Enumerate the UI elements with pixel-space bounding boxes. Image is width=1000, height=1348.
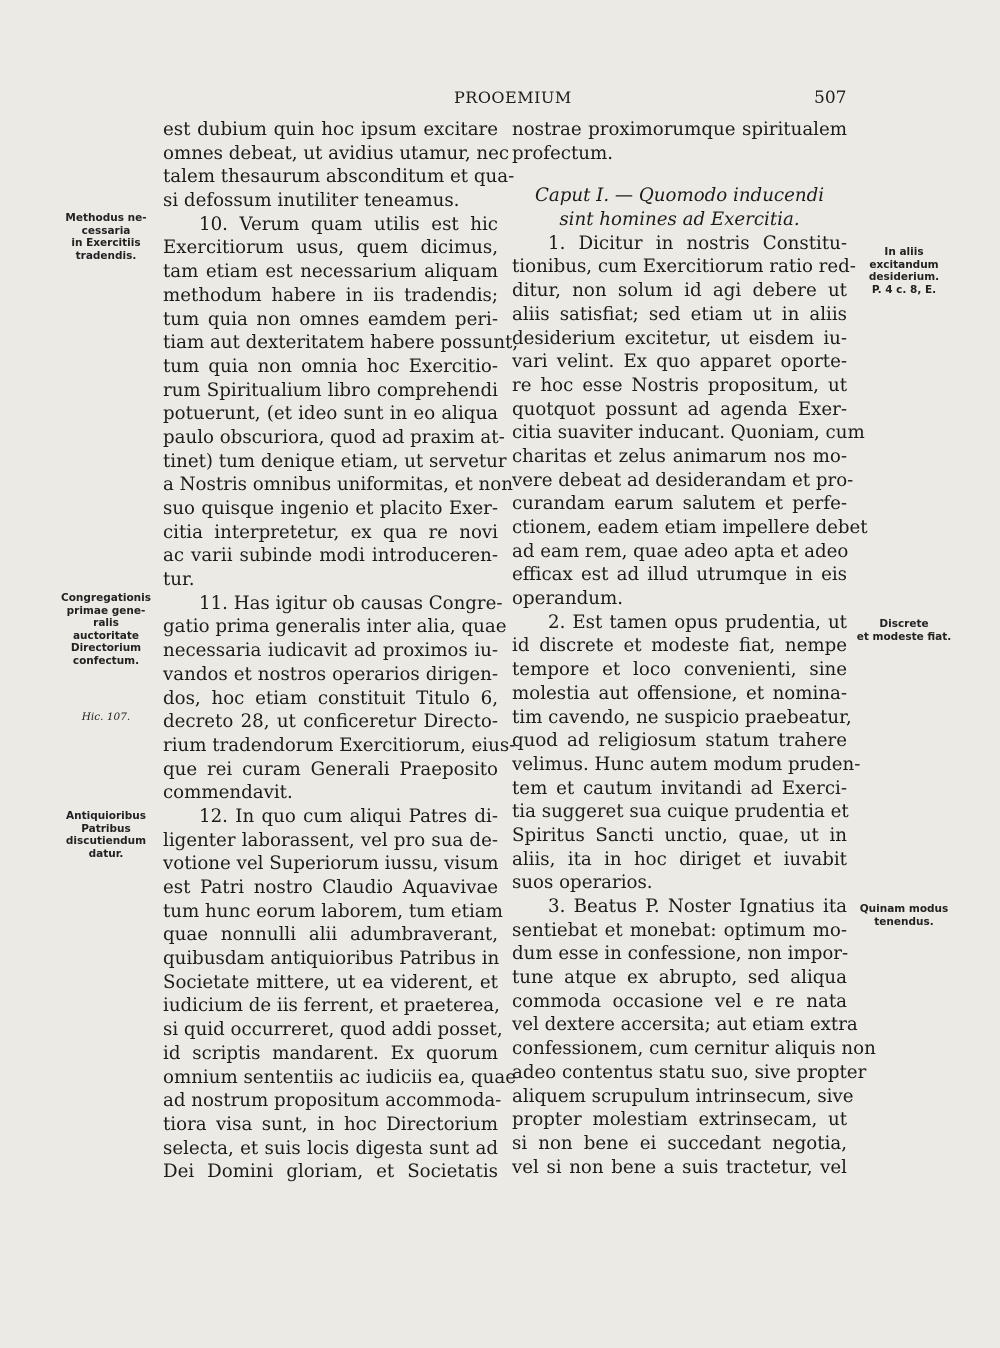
text-line: profectum. bbox=[512, 142, 614, 164]
margin-note-line: Congregationis bbox=[61, 592, 151, 604]
text-line: tiora visa sunt, in hoc Directorium bbox=[163, 1113, 498, 1135]
text-line: commoda occasione vel e re nata bbox=[512, 990, 847, 1012]
text-line: est dubium quin hoc ipsum excitare bbox=[163, 119, 498, 140]
text-line: methodum habere in iis tradendis; bbox=[163, 284, 498, 306]
page-number: 507 bbox=[814, 88, 847, 108]
left-text-column bbox=[163, 118, 519, 1184]
margin-note-methodus bbox=[54, 212, 158, 262]
text-line: tempore et loco convenienti, sine bbox=[512, 659, 847, 681]
text-line: desiderium excitetur, ut eisdem iu- bbox=[512, 327, 847, 349]
margin-note-line: auctoritate bbox=[72, 629, 140, 642]
margin-note-line: in Exercitiis bbox=[71, 237, 141, 249]
text-line: dos, hoc etiam constituit Titulo 6, bbox=[163, 687, 498, 709]
text-line: ditur, non solum id agi debere ut bbox=[512, 280, 847, 302]
margin-note-line: Antiquioribus bbox=[65, 810, 147, 822]
caput-heading: Caput I. — Quomodo inducendi bbox=[534, 185, 825, 207]
text-line: commendavit. bbox=[163, 782, 293, 804]
text-line: sentiebat et monebat: optimum mo- bbox=[512, 919, 847, 941]
margin-note-line: In aliis bbox=[884, 246, 924, 258]
text-line: que rei curam Generali Praeposito bbox=[163, 758, 498, 780]
margin-note-line: ralis bbox=[93, 617, 119, 629]
text-line: tune atque ex abrupto, sed aliqua bbox=[512, 967, 847, 989]
right-text-column bbox=[512, 118, 876, 1179]
text-line: dum esse in confessione, non impor- bbox=[512, 943, 849, 965]
text-line: citia suaviter inducant. Quoniam, cum bbox=[512, 422, 865, 444]
text-line: vari velint. Ex quo apparet oporte- bbox=[512, 351, 847, 373]
margin-note-line: Hic. 107. bbox=[81, 711, 131, 723]
text-line: propter molestiam extrinsecam, ut bbox=[512, 1109, 847, 1131]
text-line: vel dextere accersita; aut etiam extra bbox=[512, 1014, 858, 1036]
text-line: id discrete et modeste fiat, nempe bbox=[512, 635, 847, 657]
margin-note-line: tenendus. bbox=[874, 915, 934, 928]
margin-note-antiquioribus bbox=[54, 810, 158, 860]
text-line: nostrae proximorumque spiritualem bbox=[512, 119, 847, 140]
text-line: si defossum inutiliter teneamus. bbox=[163, 190, 460, 212]
text-line: 3. Beatus P. Noster Ignatius ita bbox=[548, 896, 847, 917]
text-line: tum hunc eorum laborem, tum etiam bbox=[163, 900, 503, 922]
text-line: charitas et zelus animarum nos mo- bbox=[512, 445, 847, 467]
margin-note-line: Patribus bbox=[81, 822, 131, 835]
margin-note-line: confectum. bbox=[72, 654, 140, 667]
text-line: citia interpretetur, ex qua re novi bbox=[163, 521, 498, 543]
text-line: si quid occurreret, quod addi posset, bbox=[163, 1019, 503, 1041]
text-line: ac varii subinde modi introduceren- bbox=[163, 545, 498, 567]
text-line: quae nonnulli alii adumbraverant, bbox=[163, 924, 498, 946]
margin-note-line: cessaria bbox=[81, 224, 131, 237]
margin-note-line: et modeste fiat. bbox=[856, 630, 952, 643]
text-line: tur. bbox=[163, 569, 195, 591]
text-line: tia suggeret sua cuique prudentia et bbox=[512, 801, 849, 823]
text-line: suos operarios. bbox=[512, 872, 653, 894]
text-line: ctionem, eadem etiam impellere debet bbox=[512, 517, 868, 538]
text-line: quod ad religiosum statum trahere bbox=[512, 730, 847, 752]
text-line: Exercitiorum usus, quem dicimus, bbox=[163, 237, 498, 259]
caput-heading: sint homines ad Exercitia. bbox=[559, 209, 800, 231]
text-line: votione vel Superiorum iussu, visum bbox=[163, 853, 499, 875]
text-line: selecta, et suis locis digesta sunt ad bbox=[163, 1137, 498, 1159]
right-body bbox=[512, 232, 876, 1180]
text-line: potuerunt, (et ideo sunt in eo aliqua bbox=[163, 403, 498, 425]
margin-note-line: Directorium bbox=[70, 642, 142, 654]
text-line: adeo contentus statu suo, sive propter bbox=[512, 1061, 867, 1083]
text-line: efficax est ad illud utrumque in eis bbox=[512, 564, 847, 586]
text-line: talem thesaurum absconditum et qua- bbox=[163, 166, 515, 188]
text-line: id scriptis mandarent. Ex quorum bbox=[163, 1042, 498, 1064]
text-line: tum quia non omnia hoc Exercitio- bbox=[163, 355, 498, 377]
margin-note-line: discutiendum bbox=[65, 835, 147, 847]
text-line: paulo obscuriora, quod ad praxim at- bbox=[163, 426, 505, 448]
text-line: tam etiam est necessarium aliquam bbox=[163, 261, 498, 283]
margin-note-line: datur. bbox=[88, 847, 124, 860]
text-line: tiam aut dexteritatem habere possunt, bbox=[163, 332, 519, 354]
text-line: gatio prima generalis inter alia, quae bbox=[163, 616, 507, 638]
text-line: confessionem, cum cernitur aliquis non bbox=[512, 1038, 876, 1060]
margin-note-discrete bbox=[848, 618, 960, 643]
text-line: tim cavendo, ne suspicio praebeatur, bbox=[512, 706, 852, 728]
text-line: ligenter laborassent, vel pro sua de- bbox=[163, 829, 498, 851]
margin-note-line: Discrete bbox=[879, 618, 929, 630]
text-line: vel si non bene a suis tractetur, vel bbox=[512, 1156, 847, 1178]
text-line: omnium sententiis ac iudiciis ea, quae bbox=[163, 1066, 516, 1088]
text-line: omnes debeat, ut avidius utamur, nec bbox=[163, 142, 510, 164]
text-line: Dei Domini gloriam, et Societatis bbox=[163, 1161, 498, 1183]
running-title: PROOEMIUM bbox=[454, 88, 572, 107]
spacer bbox=[512, 165, 847, 184]
margin-note-congregationis bbox=[54, 592, 158, 667]
margin-note-line: Quinam modus bbox=[859, 903, 949, 915]
text-line: 1. Dicitur in nostris Constitu- bbox=[548, 232, 847, 254]
text-line: tionibus, cum Exercitiorum ratio red- bbox=[512, 256, 856, 278]
text-line: curandam earum salutem et perfe- bbox=[512, 493, 847, 515]
text-line: molestia aut offensione, et nomina- bbox=[512, 682, 847, 704]
margin-note-quinam bbox=[848, 903, 960, 928]
text-line: aliis, ita in hoc diriget et iuvabit bbox=[512, 848, 847, 870]
margin-note-in-aliis bbox=[848, 246, 960, 296]
text-line: est Patri nostro Claudio Aquavivae bbox=[163, 877, 498, 898]
margin-note-hic bbox=[54, 711, 158, 724]
margin-note-line: primae gene- bbox=[66, 604, 146, 617]
text-line: a Nostris omnibus uniformitas, et non bbox=[163, 474, 513, 496]
text-line: velimus. Hunc autem modum pruden- bbox=[512, 753, 861, 775]
text-line: aliquem scrupulum intrinsecum, sive bbox=[512, 1085, 854, 1107]
text-line: tem et cautum invitandi ad Exerci- bbox=[512, 777, 847, 799]
text-line: operandum. bbox=[512, 588, 623, 610]
text-line: si non bene ei succedant negotia, bbox=[512, 1132, 847, 1154]
text-line: tinet) tum denique etiam, ut servetur bbox=[163, 450, 507, 472]
text-line: Spiritus Sancti unctio, quae, ut in bbox=[512, 824, 847, 846]
text-line: 11. Has igitur ob causas Congre- bbox=[199, 592, 503, 614]
text-line: suo quisque ingenio et placito Exer- bbox=[163, 498, 498, 519]
text-line: quibusdam antiquioribus Patribus in bbox=[163, 948, 500, 970]
text-line: 2. Est tamen opus prudentia, ut bbox=[548, 611, 847, 633]
margin-note-line: tradendis. bbox=[75, 249, 137, 262]
text-line: decreto 28, ut conficeretur Directo- bbox=[163, 711, 498, 733]
text-line: rum Spiritualium libro comprehendi bbox=[163, 379, 498, 401]
margin-note-line: desiderium. bbox=[868, 271, 940, 283]
margin-note-line: excitandum bbox=[869, 258, 939, 271]
text-line: necessaria iudicavit ad proximos iu- bbox=[163, 640, 498, 662]
text-line: 10. Verum quam utilis est hic bbox=[199, 213, 498, 235]
text-line: re hoc esse Nostris propositum, ut bbox=[512, 374, 847, 396]
margin-note-line: P. 4 c. 8, E. bbox=[871, 283, 937, 296]
text-line: 12. In quo cum aliqui Patres di- bbox=[199, 805, 498, 827]
text-line: rium tradendorum Exercitiorum, eius- bbox=[163, 734, 516, 756]
text-line: quotquot possunt ad agenda Exer- bbox=[512, 398, 847, 420]
text-line: iudicium de iis ferrent, et praeterea, bbox=[163, 995, 500, 1017]
text-line: ad nostrum propositum accommoda- bbox=[163, 1090, 502, 1112]
text-line: tum quia non omnes eamdem peri- bbox=[163, 308, 498, 330]
margin-note-line: Methodus ne- bbox=[65, 212, 147, 224]
text-line: ad eam rem, quae adeo apta et adeo bbox=[512, 540, 849, 562]
text-line: vere debeat ad desiderandam et pro- bbox=[512, 469, 854, 491]
text-line: aliis satisfiat; sed etiam ut in aliis bbox=[512, 303, 847, 325]
text-line: Societate mittere, ut ea viderent, et bbox=[163, 971, 498, 993]
text-line: vandos et nostros operarios dirigen- bbox=[163, 663, 498, 685]
